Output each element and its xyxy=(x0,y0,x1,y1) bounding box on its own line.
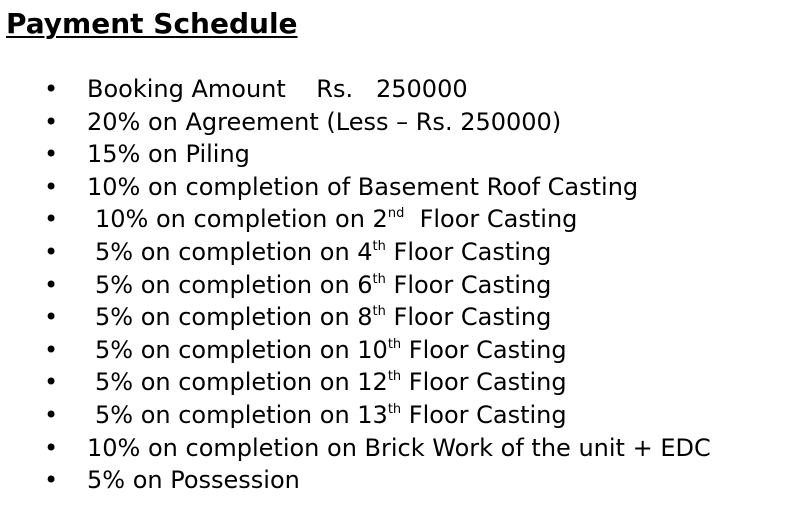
bullet-icon: • xyxy=(44,237,59,266)
ordinal-suffix: th xyxy=(387,401,402,417)
list-item-main-text: 10% on completion on Brick Work of the unit + EDC xyxy=(87,433,711,462)
list-item-trailing-text: Floor Casting xyxy=(401,335,567,364)
list-item-trailing-text: Floor Casting xyxy=(404,205,578,234)
list-item-main-text: Booking Amount Rs. 250000 xyxy=(87,75,468,103)
list-item-text xyxy=(87,432,711,465)
list-item-main-text: 5% on completion on 6 xyxy=(95,270,373,299)
list-item-main-text: 5% on Possession xyxy=(87,466,300,495)
ordinal-suffix: th xyxy=(372,304,386,320)
list-item-main-text: 5% on completion on 4 xyxy=(95,237,373,266)
list-item-text xyxy=(95,203,577,236)
list-item-text xyxy=(87,138,250,171)
ordinal-suffix: nd xyxy=(387,206,405,222)
list-item-trailing-text: Floor Casting xyxy=(385,303,552,332)
list-item-trailing-text: Floor Casting xyxy=(401,368,567,397)
list-item-main-text: 5% on completion on 8 xyxy=(95,303,373,332)
list-item-text xyxy=(87,464,300,497)
list-item-text xyxy=(95,269,551,302)
list-item-text xyxy=(87,73,468,106)
list-item-main-text: 10% on completion of Basement Roof Casting xyxy=(87,172,639,201)
bullet-icon: • xyxy=(44,368,59,397)
bullet-icon: • xyxy=(44,400,59,429)
bullet-icon: • xyxy=(44,140,59,169)
bullet-icon: • xyxy=(44,75,59,103)
list-item-text xyxy=(95,236,551,269)
ordinal-suffix: th xyxy=(387,369,402,385)
list-item-trailing-text: Floor Casting xyxy=(385,270,552,299)
bullet-icon: • xyxy=(44,270,59,299)
list-item-main-text: 15% on Piling xyxy=(87,140,250,169)
ordinal-suffix: th xyxy=(387,336,402,352)
page-title: Payment Schedule xyxy=(6,7,298,40)
ordinal-suffix: th xyxy=(372,238,386,254)
list-item-text xyxy=(95,366,567,399)
list-item-main-text: 20% on Agreement (Less – Rs. 250000) xyxy=(87,107,562,136)
list-item-main-text: 5% on completion on 13 xyxy=(95,400,388,429)
bullet-icon: • xyxy=(44,205,59,234)
bullet-icon: • xyxy=(44,466,59,495)
bullet-icon: • xyxy=(44,335,59,364)
bullet-icon: • xyxy=(44,107,59,136)
list-item-text xyxy=(87,106,561,139)
bullet-icon: • xyxy=(44,303,59,332)
list-item-text xyxy=(95,334,567,367)
list-item-text xyxy=(95,301,551,334)
list-item-main-text: 10% on completion on 2 xyxy=(95,205,388,234)
list-item-main-text: 5% on completion on 10 xyxy=(95,335,388,364)
list-item-text xyxy=(87,171,638,204)
ordinal-suffix: th xyxy=(372,271,386,287)
bullet-icon: • xyxy=(44,172,59,201)
list-item-trailing-text: Floor Casting xyxy=(401,400,567,429)
bullet-icon: • xyxy=(44,433,59,462)
list-item-trailing-text: Floor Casting xyxy=(385,237,552,266)
list-item-text xyxy=(95,399,567,432)
list-item-main-text: 5% on completion on 12 xyxy=(95,368,388,397)
